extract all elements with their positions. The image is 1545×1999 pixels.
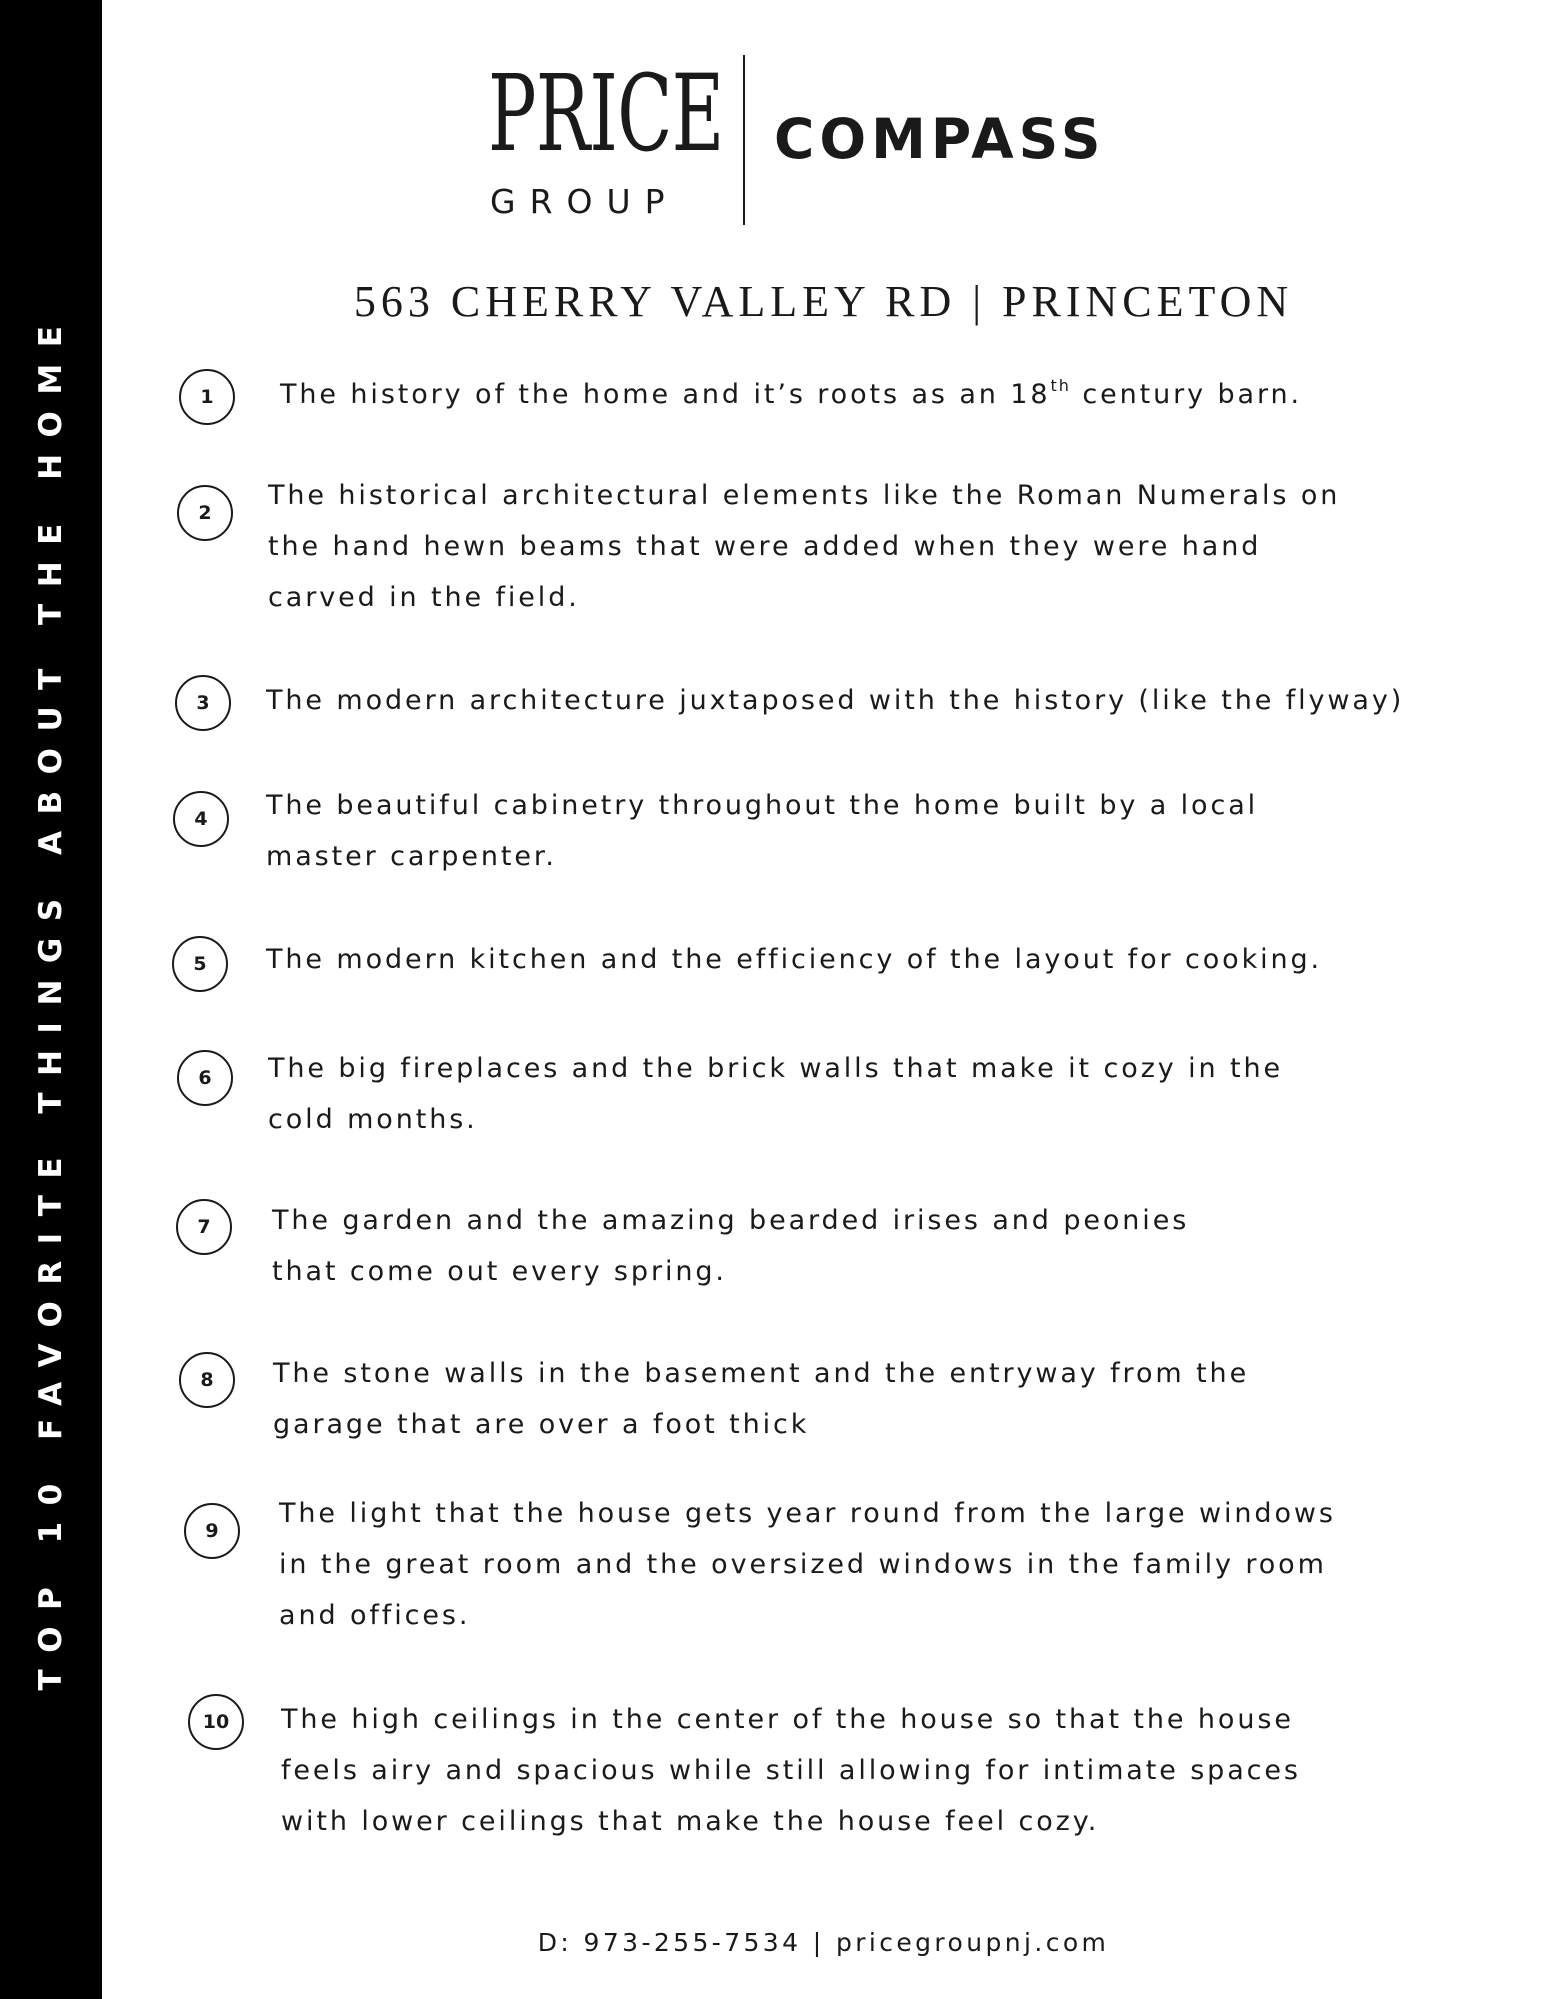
item-text-10-line-2: feels airy and spacious while still allowing for intimate spaces: [281, 1755, 1301, 1786]
item-number-3: 3: [175, 675, 231, 731]
item-text-4-line-1: The beautiful cabinetry throughout the home built by a local: [266, 790, 1259, 821]
item-text-5-line-1: The modern kitchen and the efficiency of the layout for cooking.: [266, 944, 1323, 975]
logo-divider: [743, 55, 745, 225]
item-text-3-line-1: The modern architecture juxtaposed with the history (like the flyway): [266, 685, 1405, 716]
item-text-8-line-2: garage that are over a foot thick: [273, 1409, 810, 1440]
item-text-7-line-1: The garden and the amazing bearded irises and peonies: [272, 1205, 1190, 1236]
item-text-1: [280, 369, 1302, 420]
item-number-6: 6: [177, 1050, 233, 1106]
item-text-2: [268, 470, 1340, 623]
item-text-2-line-1: The historical architectural elements like the Roman Numerals on: [268, 480, 1341, 511]
item-number-10: 10: [188, 1694, 244, 1750]
item-text-6: [268, 1043, 1283, 1145]
item-text-7: [272, 1195, 1189, 1297]
brand-logo: [488, 52, 1138, 225]
item-number-8: 8: [179, 1352, 235, 1408]
item-number-4: 4: [173, 791, 229, 847]
side-banner-title: TOP 10 FAVORITE THINGS ABOUT THE HOME: [33, 309, 69, 1691]
item-text-8: [273, 1348, 1249, 1450]
item-text-10-line-1: The high ceilings in the center of the house so that the house: [281, 1704, 1294, 1735]
item-text-6-line-1: The big fireplaces and the brick walls that make it cozy in the: [268, 1053, 1284, 1084]
logo-price-wordmark: PRICE: [488, 52, 724, 175]
item-number-1: 1: [179, 369, 235, 425]
item-text-5: [266, 934, 1322, 985]
item-text-6-line-2: cold months.: [268, 1104, 478, 1135]
item-text-9-line-3: and offices.: [279, 1600, 471, 1631]
item-text-2-line-2: the hand hewn beams that were added when they were hand: [268, 531, 1262, 562]
item-number-7: 7: [176, 1199, 232, 1255]
item-number-5: 5: [172, 936, 228, 992]
item-text-9: [279, 1488, 1336, 1641]
logo-group-wordmark: GROUP: [490, 182, 679, 221]
property-address: 563 CHERRY VALLEY RD | PRINCETON: [353, 277, 1294, 326]
item-text-10-line-3: with lower ceilings that make the house feel cozy.: [281, 1806, 1100, 1837]
footer-contact: D: 973-255-7534 | pricegroupnj.com: [537, 1928, 1110, 1957]
item-number-2: 2: [177, 485, 233, 541]
item-number-9: 9: [184, 1503, 240, 1559]
item-text-7-line-2: that come out every spring.: [272, 1256, 727, 1287]
item-text-4: [266, 780, 1258, 882]
item-text-9-line-2: in the great room and the oversized windows in the family room: [279, 1549, 1327, 1580]
item-text-1-line: The history of the home and it’s roots as an 18th century barn.: [280, 376, 1302, 410]
side-banner: [0, 0, 102, 1999]
item-text-9-line-1: The light that the house gets year round from the large windows: [279, 1498, 1336, 1529]
ordinal-suffix: th: [1050, 376, 1071, 395]
item-text-3: [266, 675, 1404, 726]
item-text-10: [281, 1694, 1301, 1847]
item-text-4-line-2: master carpenter.: [266, 841, 557, 872]
logo-compass-wordmark: COMPASS: [774, 107, 1106, 171]
item-text-8-line-1: The stone walls in the basement and the entryway from the: [273, 1358, 1250, 1389]
item-text-2-line-3: carved in the field.: [268, 582, 580, 613]
